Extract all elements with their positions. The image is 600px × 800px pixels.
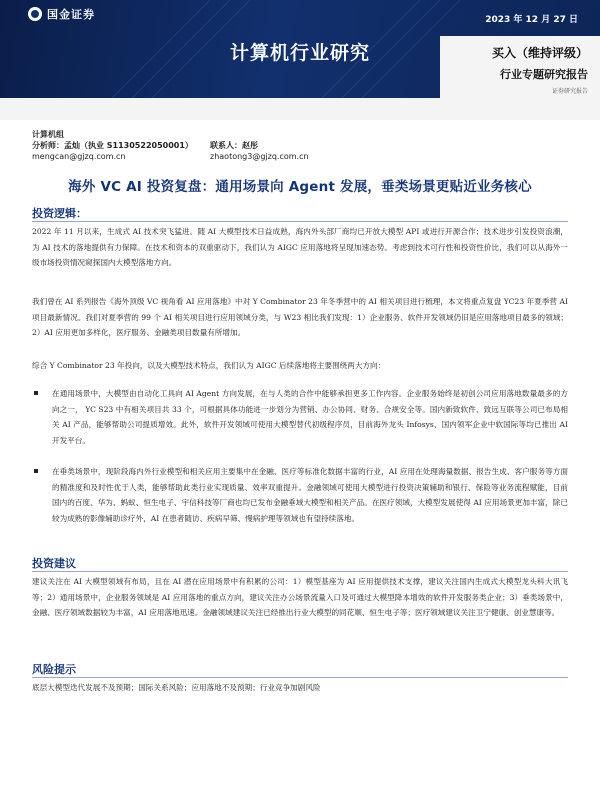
industry-group: 计算机组 <box>32 130 64 139</box>
logic-bullet-vertical <box>32 464 568 526</box>
contact-label: 联系人： <box>210 141 242 150</box>
bullet-text: 在通用场景中，大模型由自动化工具向 AI Agent 方向发展，在与人类的合作中能够承担更多工作内容。企业服务始终是初创公司应用落地数量最多的方向之一， YC S23 中有相关项目共 33 个，可根据具体功能进一步划分为营销、办公协同、财务、合规安全等。国内新致软件、致远互联等公司已布局相关 AI 产品，能够帮助公司提质增效。此外，软件开发领域可使用大模型替代初级程序员，目前海外龙头 Infosys、国内领军企业中软国际等均已推出 AI 开发平台。 <box>52 389 568 445</box>
analyst-name: 孟灿（执业 S1130522050001） <box>64 141 193 150</box>
logic-paragraph-3: 综合 Y Combinator 23 年投向，以及大模型技术特点，我们认为 AIGC 后续落地将主要围绕两大方向： <box>32 361 386 370</box>
advice-divider <box>32 571 568 572</box>
advice-heading: 投资建议 <box>32 557 76 570</box>
author-row <box>32 140 572 162</box>
report-date: 2023 年 12 月 27 日 <box>485 15 578 25</box>
bullet-icon <box>34 469 38 473</box>
report-source: 证券研究报告 <box>551 88 588 95</box>
bullet-icon <box>34 391 38 395</box>
analyst-info <box>32 140 210 162</box>
advice-paragraph: 建议关注在 AI 大模型领域有布局，且在 AI 潜在应用场景中有积累的公司：1）模型基座为 AI 应用提供技术支撑，建议关注国内生成式大模型龙头科大讯飞等；2）通用场景中，企业服务领域是 AI 应用落地的重点方向，建议关注办公场景流量入口及可通过大模型降本增效的软件开发服务类企业；3）垂类场景中，金融、医疗领域数据较为丰富，AI 应用落地迅速。金融领域建议关注已经推出行业大模型的同花顺、恒生电子等；医疗领域建议关注卫宁健康、创业慧康等。 <box>32 577 568 618</box>
rating: 买入（维持评级） <box>491 46 588 60</box>
logic-paragraph-2: 我们曾在 AI 系列报告《海外顶级 VC 视角看 AI 应用落地》中对 Y Combinator 23 年冬季营中的 AI 相关项目进行梳理，本文将重点复盘 YC23 年夏季营 AI 项目最新情况。我们对夏季营的 99 个 AI 相关项目进行应用领域分类，与 W23 相比我们发现：1）企业服务、软件开发领域仍旧是应用落地项目最多的领域；2）AI 应用更加多样化，医疗服务、金融类项目数量有所增加。 <box>32 297 568 338</box>
report-title: 计算机行业研究 <box>229 42 370 64</box>
header-banner <box>0 0 600 120</box>
logic-paragraph-1: 2022 年 11 月以来，生成式 AI 技术突飞猛进。随 AI 大模型技术日益成熟，海内外头部厂商均已开放大模型 API 或进行开源合作；技术进步引发投资浪潮，为 AI 技术的落地提供有力保障。在技术和资本的双重驱动下，我们认为 AIGC 应用落地将呈现加速态势。考虑到技术可行性和投资性价比，我们可以从海外一级市场投资情况窥探国内大模型落地方向。 <box>32 227 568 268</box>
logo-icon <box>28 7 42 21</box>
author-block <box>32 129 572 162</box>
contact-info <box>210 140 309 162</box>
contact-email[interactable]: zhaotong3@gjzq.com.cn <box>210 152 309 161</box>
report-headline: 海外 VC AI 投资复盘：通用场景向 Agent 发展，垂类场景更贴近业务核心 <box>68 179 532 195</box>
company-logo <box>28 6 95 22</box>
logic-heading: 投资逻辑： <box>32 207 87 220</box>
rating-panel <box>440 36 600 98</box>
banner-bottom-strip <box>0 98 600 120</box>
analyst-label: 分析师： <box>32 141 64 150</box>
risk-divider <box>32 677 568 678</box>
logic-divider <box>32 221 568 222</box>
report-type: 行业专题研究报告 <box>500 68 588 81</box>
contact-name: 赵彤 <box>242 141 258 150</box>
bullet-text: 在垂类场景中，现阶段海内外行业模型和相关应用主要集中在金融、医疗等标准化数据丰富的行业，AI 应用在处理海量数据、报告生成、客户服务等方面的精准度和及时性优于人类，能够帮助此类行业实现质量、效率双重提升。金融领域可使用大模型进行投资决策辅助和银行、保险等业务流程赋能，目前国内的百度、华为、蚂蚁、恒生电子、宇信科技等厂商也均已发布金融垂域大模型和相关产品。在医疗领域，大模型发展使得 AI 应用场景更加丰富，除已较为成熟的影像辅助诊疗外，AI 在患者随访、疾病早筛、慢病护理等领域也有望持续落地。 <box>52 467 568 523</box>
risk-heading: 风险提示 <box>32 663 76 676</box>
analyst-email[interactable]: mengcan@gjzq.com.cn <box>32 152 126 161</box>
logic-bullet-general <box>32 386 568 448</box>
risk-paragraph: 底层大模型迭代发展不及预期；国际关系风险；应用落地不及预期；行业竞争加剧风险 <box>32 683 321 692</box>
logo-text: 国金证券 <box>47 8 95 21</box>
